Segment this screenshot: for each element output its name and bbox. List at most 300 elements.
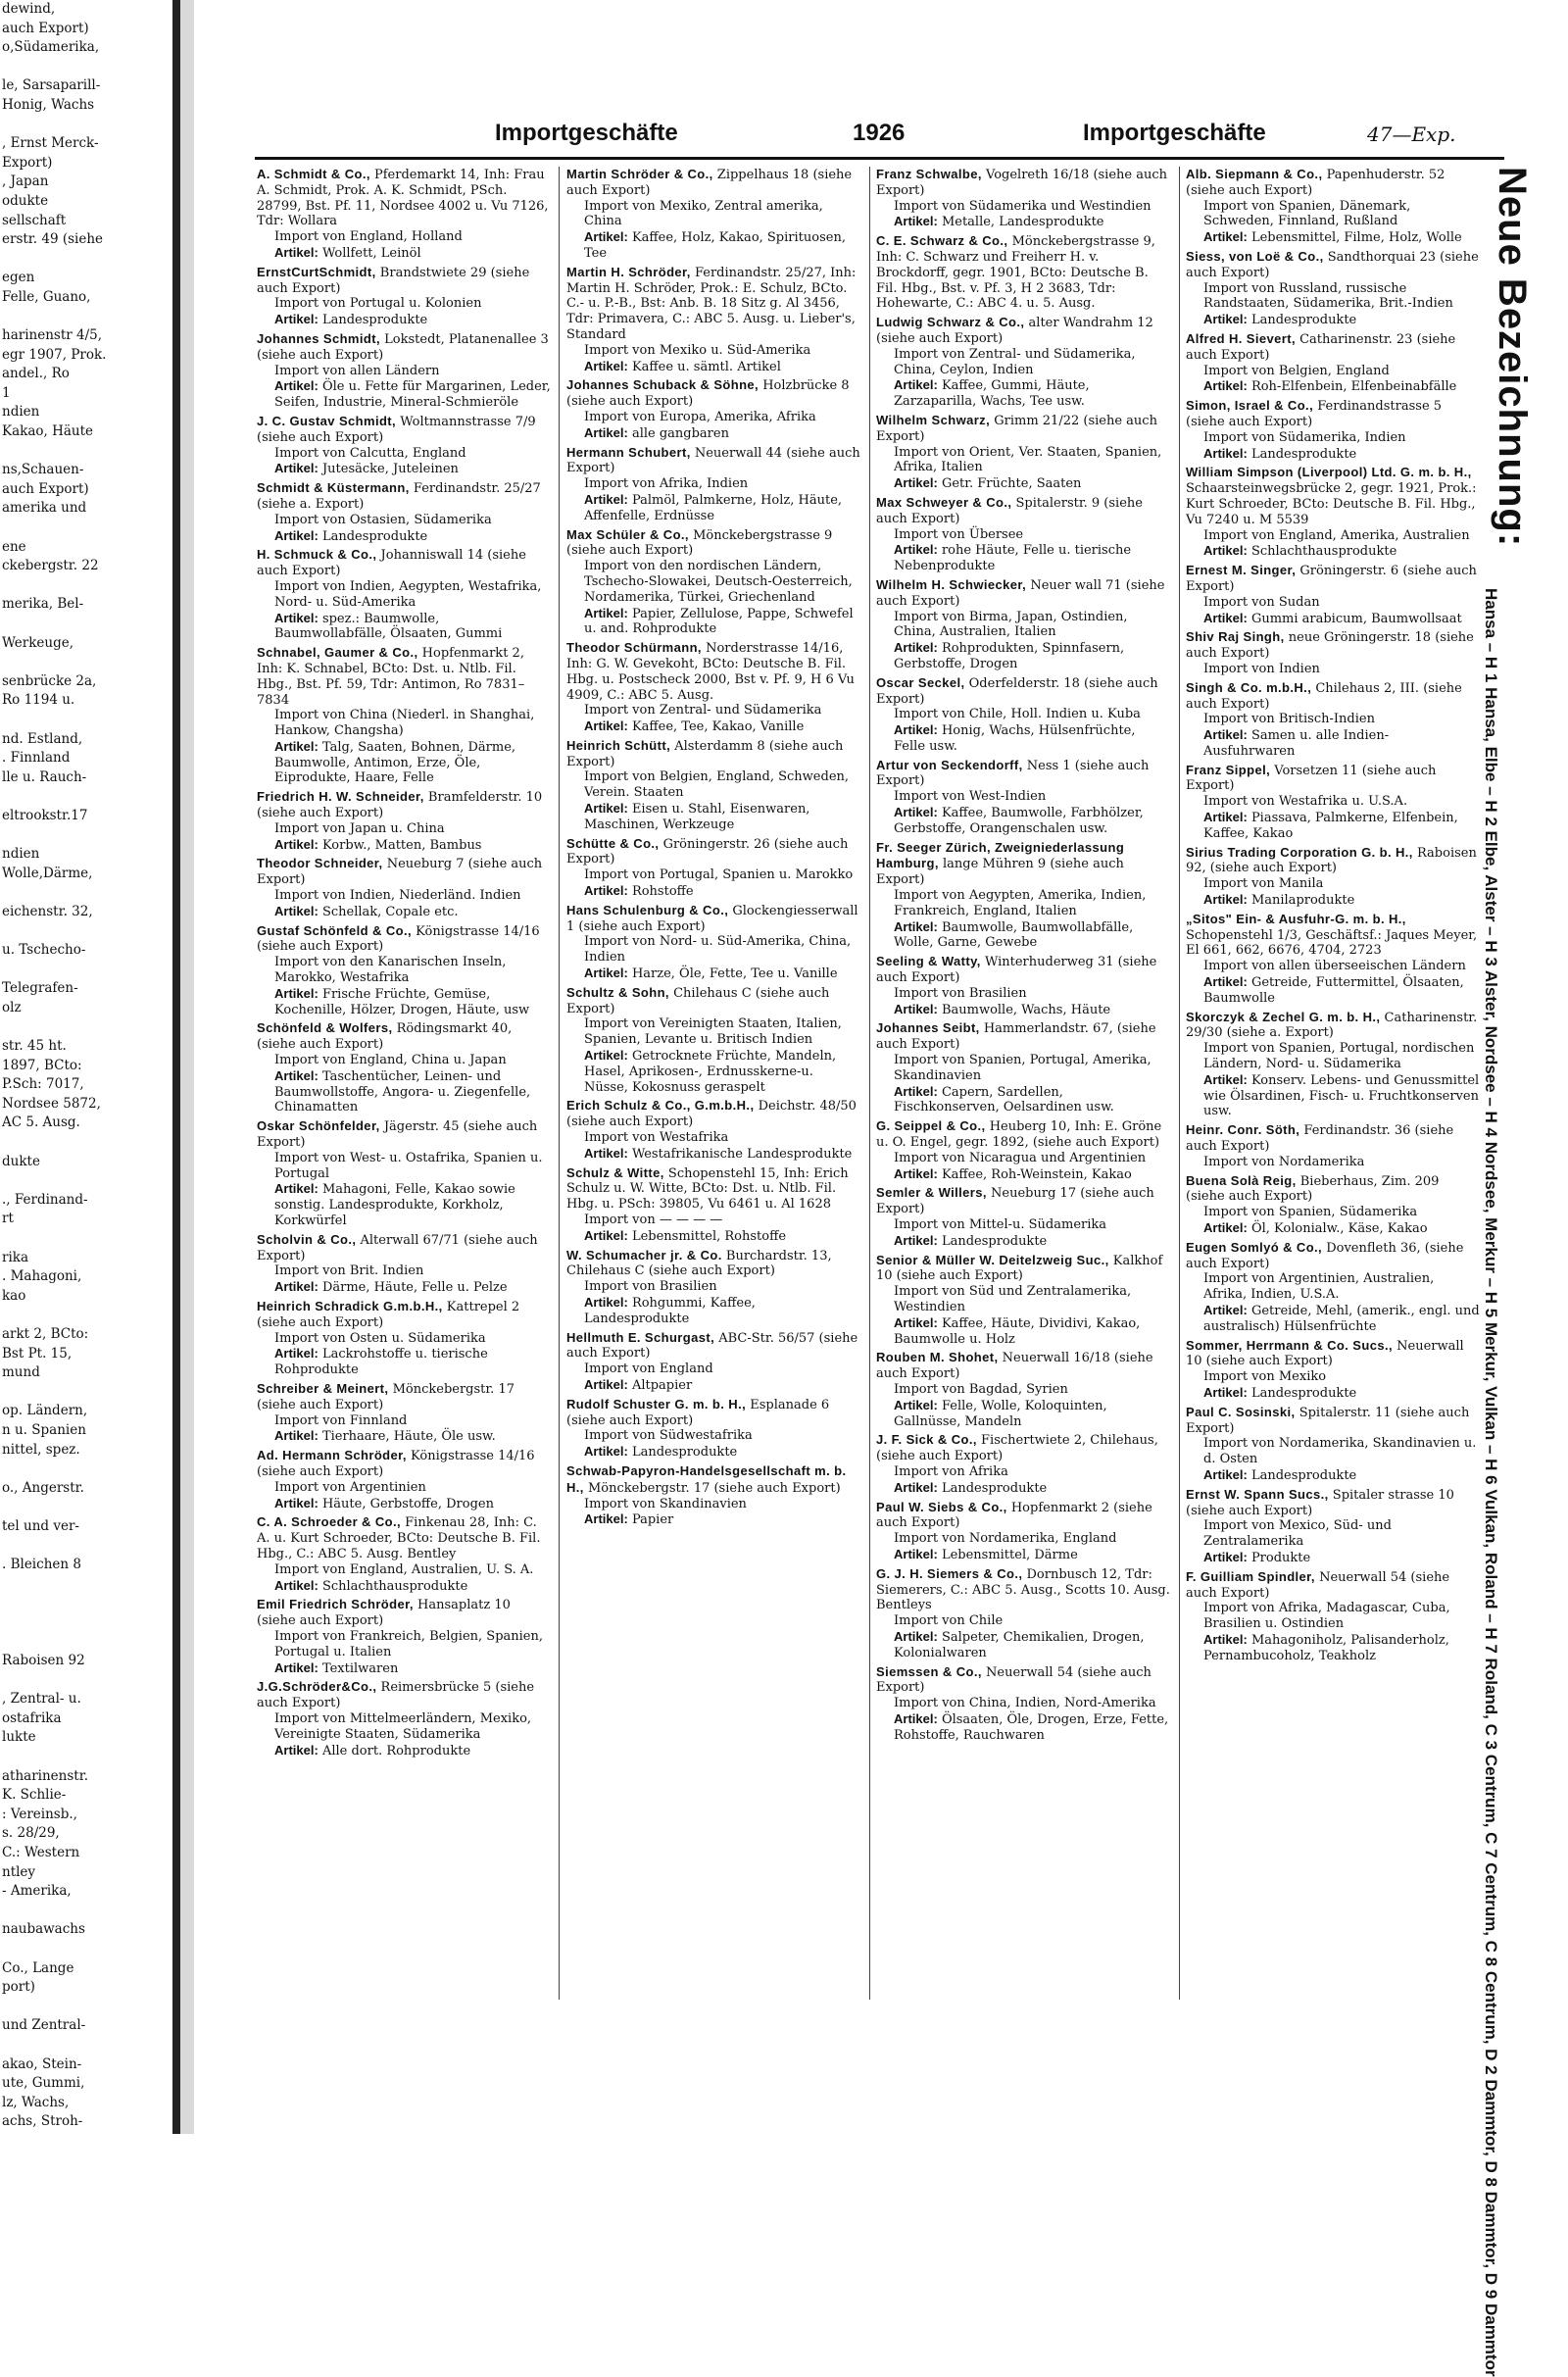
article-label: Artikel: xyxy=(894,1546,938,1561)
fragment-line xyxy=(0,1594,174,1613)
fragment-line: Export) xyxy=(2,154,53,171)
fragment-line: , Japan xyxy=(2,173,49,190)
import-line: Import von Skandinavien xyxy=(584,1496,747,1511)
article-text: Landesprodukte xyxy=(631,1445,738,1461)
entry-heading xyxy=(257,414,551,446)
company-entry xyxy=(876,675,1170,755)
fragment-line: . Mahagoni, xyxy=(2,1268,82,1285)
fragment-line xyxy=(0,1171,174,1191)
company-name: G. J. H. Siemers & Co., xyxy=(876,1565,1023,1581)
import-line: Import von England xyxy=(584,1362,713,1377)
import-line: Import von Zentral- und Südamerika, China, Ceylon, Indien xyxy=(894,346,1136,377)
article-line xyxy=(876,805,1170,837)
fragment-line: lle u. Rauch- xyxy=(2,768,87,785)
fragment-line: ndien xyxy=(2,846,40,863)
entry-heading xyxy=(876,1350,1170,1382)
import-line: Import von Mexico, Süd- und Zentralamerika xyxy=(1203,1518,1392,1550)
company-address: Mönckebergstrasse 9, Inh: C. Schwarz und Freiherr H. v. Brockdorff, gegr. 1901, BCto: Deutsche B. Fil. Hbg., Bst. v. Pf. 3, H 2 3683, Tdr: Hohewarte, C.: ABC 4. u. 5. Ausg. xyxy=(876,234,1155,312)
article-text: Landesprodukte xyxy=(1250,1385,1357,1401)
entry-heading xyxy=(876,675,1170,708)
company-entry xyxy=(1186,331,1480,395)
fragment-line: mund xyxy=(2,1364,40,1381)
fragment-line xyxy=(0,883,174,903)
company-address: Dornbusch 12, Tdr: Siemerers, C.: ABC 5. Ausg., Scotts 10. Ausg. Bentleys xyxy=(876,1566,1170,1613)
import-line: Import von Portugal u. Kolonien xyxy=(274,296,482,312)
company-entry xyxy=(1186,1010,1480,1120)
header-right-title: Importgeschäfte xyxy=(1083,120,1266,146)
article-text: Baumwolle, Baumwollabfälle, Wolle, Garne, Gewebe xyxy=(894,919,1134,951)
fragment-line xyxy=(0,1460,174,1479)
company-entry xyxy=(257,1597,551,1676)
import-line: Import von Ostasien, Südamerika xyxy=(274,512,492,527)
company-name: William Simpson (Liverpool) Ltd. G. m. b. H., xyxy=(1186,465,1472,480)
company-entry xyxy=(566,1463,860,1528)
fragment-line xyxy=(0,1133,174,1153)
company-address: Oderfelderstr. 18 (siehe auch Export) xyxy=(876,675,1158,707)
company-name: Max Schüler & Co., xyxy=(566,526,689,542)
import-line: Import von England, China u. Japan xyxy=(274,1053,507,1068)
article-label: Artikel: xyxy=(894,1165,938,1181)
article-text: Papier, Zellulose, Pappe, Schwefel u. and. Rohprodukte xyxy=(584,606,854,637)
header-year: 1926 xyxy=(853,120,906,146)
article-text: Getrocknete Früchte, Mandeln, Hasel, Aprikosen-, Erdnusskerne-u. Nüsse, Kokosnuss geraspelt xyxy=(584,1049,837,1095)
company-name: H. Schmuck & Co., xyxy=(257,547,377,563)
fragment-line: auch Export) xyxy=(2,480,89,497)
entry-heading xyxy=(1186,1405,1480,1437)
article-label: Artikel: xyxy=(584,1048,628,1064)
company-address: Spitalerstr. 9 (siehe auch Export) xyxy=(876,495,1143,526)
article-label: Artikel: xyxy=(894,214,938,229)
article-line xyxy=(1186,1220,1480,1237)
article-label: Artikel: xyxy=(274,610,318,625)
import-line: Import von China (Niederl. in Shanghai, Hankow, Changsha) xyxy=(274,708,535,739)
company-name: Johannes Schuback & Söhne, xyxy=(566,377,760,393)
company-name: C. A. Schroeder & Co., xyxy=(257,1514,402,1530)
company-name: Siemssen & Co., xyxy=(876,1663,982,1679)
article-label: Artikel: xyxy=(1203,312,1248,327)
article-text: Wollfett, Leinöl xyxy=(321,245,421,261)
article-text: Lebensmittel, Därme xyxy=(941,1547,1078,1562)
company-name: Fr. Seeger Zürich, Zweigniederlassung Hamburg, xyxy=(876,839,1125,871)
import-line: Import von Westafrika u. U.S.A. xyxy=(1203,794,1408,810)
fragment-line: andel., Ro xyxy=(2,366,70,382)
fragment-line: op. Ländern, xyxy=(2,1403,88,1419)
article-text: Landesprodukte xyxy=(941,1233,1048,1249)
article-line xyxy=(566,492,860,524)
company-entry xyxy=(257,923,551,1018)
article-label: Artikel: xyxy=(274,1577,318,1593)
article-label: Artikel: xyxy=(584,1376,628,1392)
entry-heading xyxy=(257,1299,551,1331)
article-label: Artikel: xyxy=(894,1001,938,1016)
company-entry xyxy=(257,1381,551,1445)
entry-heading xyxy=(566,1248,860,1280)
article-text: Getreide, Futtermittel, Ölsaaten, Baumwolle xyxy=(1203,975,1464,1006)
import-line: Import von Manila xyxy=(1203,876,1324,892)
fragment-line: s. 28/29, xyxy=(2,1825,60,1842)
fragment-line xyxy=(0,711,174,730)
article-text: Lebensmittel, Filme, Holz, Wolle xyxy=(1250,230,1462,246)
company-entry xyxy=(1186,1405,1480,1484)
fragment-line: rt xyxy=(2,1211,14,1227)
article-line xyxy=(876,475,1170,492)
article-text: alle gangbaren xyxy=(631,425,729,441)
entry-heading xyxy=(257,1118,551,1151)
entry-heading xyxy=(257,167,551,229)
article-text: Kaffee, Tee, Kakao, Vanille xyxy=(631,719,805,735)
article-text: Altpapier xyxy=(631,1377,693,1393)
company-address: Chilehaus C (siehe auch Export) xyxy=(566,985,830,1016)
article-label: Artikel: xyxy=(274,527,318,543)
company-entry xyxy=(257,1020,551,1115)
article-line xyxy=(1186,543,1480,560)
company-name: ErnstCurtSchmidt, xyxy=(257,264,376,279)
article-text: Harze, Öle, Fette, Tee u. Vanille xyxy=(631,966,838,982)
column-3 xyxy=(876,167,1170,2029)
import-line: Import von allen Ländern xyxy=(274,363,440,378)
import-line: Import von allen überseeischen Ländern xyxy=(1203,959,1466,974)
company-name: Gustaf Schönfeld & Co., xyxy=(257,922,412,938)
company-name: Singh & Co. m.b.H., xyxy=(1186,679,1312,695)
fragment-line xyxy=(0,1575,174,1595)
article-text: Piassava, Palmkerne, Elfenbein, Kaffee, Kakao xyxy=(1203,811,1458,841)
company-entry xyxy=(257,480,551,544)
company-name: Alfred H. Sievert, xyxy=(1186,330,1296,346)
fragment-line: egr 1907, Prok. xyxy=(2,346,107,363)
company-address: ABC-Str. 56/57 (siehe auch Export) xyxy=(566,1330,858,1362)
fragment-line: o., Angerstr. xyxy=(2,1479,84,1496)
article-text: Mahagoniholz, Palisanderholz, Pernambucoholz, Teakholz xyxy=(1203,1632,1449,1663)
company-name: Schwab-Papyron-Handelsgesellschaft m. b. H., xyxy=(566,1462,847,1495)
company-name: Senior & Müller W. Deitelzweig Suc., xyxy=(876,1252,1109,1267)
article-line xyxy=(566,1048,860,1095)
company-address: Kattrepel 2 (siehe auch Export) xyxy=(257,1299,520,1330)
company-entry xyxy=(1186,465,1480,560)
company-address: Sandthorquai 23 (siehe auch Export) xyxy=(1186,249,1479,280)
article-label: Artikel: xyxy=(274,836,318,852)
article-line xyxy=(257,1181,551,1228)
fragment-line xyxy=(0,1306,174,1325)
fragment-line: Ro 1194 u. xyxy=(2,692,75,709)
company-entry xyxy=(1186,1487,1480,1566)
company-address: alter Wandrahm 12 (siehe auch Export) xyxy=(876,316,1153,346)
company-name: Siess, von Loë & Co., xyxy=(1186,248,1324,264)
import-line: Import von Belgien, England xyxy=(1203,363,1390,378)
article-line xyxy=(876,214,1170,230)
fragment-line: lz, Wachs, xyxy=(2,2094,70,2110)
article-text: Tierhaare, Häute, Öle usw. xyxy=(321,1429,496,1445)
previous-page-fragment xyxy=(0,0,174,2134)
company-address: Johanniswall 14 (siehe auch Export) xyxy=(257,548,526,579)
company-address: Winterhuderweg 31 (siehe auch Export) xyxy=(876,955,1157,986)
import-line: Import von Argentinien xyxy=(274,1479,426,1495)
entry-heading xyxy=(1186,1487,1480,1519)
company-entry xyxy=(1186,1338,1480,1402)
article-line xyxy=(876,640,1170,672)
entry-heading xyxy=(876,758,1170,790)
company-entry xyxy=(257,856,551,919)
company-name: Ernst W. Spann Sucs., xyxy=(1186,1486,1329,1502)
company-address: Esplanade 6 (siehe auch Export) xyxy=(566,1397,830,1428)
article-text: Lackrohstoffe u. tierische Rohprodukte xyxy=(274,1347,488,1378)
article-text: Mahagoni, Felle, Kakao sowie sonstig. Landesprodukte, Korkholz, Korkwürfel xyxy=(274,1182,515,1228)
entry-heading xyxy=(876,1664,1170,1697)
column-2 xyxy=(566,167,860,2029)
fragment-line: Telegrafen- xyxy=(2,980,78,997)
company-entry xyxy=(257,547,551,642)
company-entry xyxy=(566,836,860,900)
fragment-line: sellschaft xyxy=(2,212,67,228)
import-line: Import von Spanien, Dänemark, Schweden, Finnland, Rußland xyxy=(1203,198,1411,229)
company-address: Lokstedt, Platanenallee 3 (siehe auch Export) xyxy=(257,331,549,363)
fragment-line: auch Export) xyxy=(2,20,89,36)
import-line: Import von Nord- u. Süd-Amerika, China, Indien xyxy=(584,934,852,966)
fragment-line xyxy=(0,1017,174,1037)
company-entry xyxy=(1186,1569,1480,1664)
article-text: Samen u. alle Indien-Ausfuhrwaren xyxy=(1203,728,1390,759)
import-line: Import von Japan u. China xyxy=(274,820,445,836)
article-text: Lebensmittel, Rohstoffe xyxy=(631,1228,787,1244)
company-address: Neueburg 17 (siehe auch Export) xyxy=(876,1186,1154,1217)
article-text: Därme, Häute, Felle u. Pelze xyxy=(321,1280,508,1296)
import-line: Import von Nicaragua und Argentinien xyxy=(894,1150,1147,1165)
article-text: Taschentücher, Leinen- und Baumwollstoffe, Angora- u. Ziegenfelle, Chinamatten xyxy=(274,1068,531,1115)
import-line: Import von Orient, Ver. Staaten, Spanien, Afrika, Italien xyxy=(894,444,1162,475)
import-line: Import von England, Australien, U. S. A. xyxy=(274,1561,534,1577)
entry-heading xyxy=(566,527,860,560)
import-line: Import von Indien, Niederländ. Indien xyxy=(274,888,521,904)
company-address: lange Mühren 9 (siehe auch Export) xyxy=(876,857,1124,888)
company-entry xyxy=(1186,249,1480,328)
fragment-line: tel und ver- xyxy=(2,1517,79,1534)
company-name: Buena Solà Reig, xyxy=(1186,1172,1297,1188)
company-name: Simon, Israel & Co., xyxy=(1186,398,1314,414)
entry-heading xyxy=(257,856,551,888)
article-line xyxy=(1186,974,1480,1007)
article-text: Landesprodukte xyxy=(941,1480,1048,1496)
company-entry xyxy=(257,331,551,411)
article-line xyxy=(876,1315,1170,1348)
company-address: Brandstwiete 29 (siehe auch Export) xyxy=(257,265,530,296)
article-line xyxy=(566,359,860,375)
import-line: Import von Spanien, Portugal, Amerika, Skandinavien xyxy=(894,1053,1152,1083)
article-label: Artikel: xyxy=(274,1279,318,1295)
company-name: Johannes Seibt, xyxy=(876,1020,980,1036)
company-entry xyxy=(257,414,551,477)
fragment-line: le, Sarsaparill- xyxy=(2,77,101,94)
article-label: Artikel: xyxy=(1203,610,1248,625)
entry-heading xyxy=(1186,465,1480,527)
fragment-line: Nordsee 5872, xyxy=(2,1095,101,1112)
import-line: Import von Spanien, Südamerika xyxy=(1203,1205,1418,1220)
company-address: Gröningerstr. 6 (siehe auch Export) xyxy=(1186,564,1477,594)
company-address: Deichstr. 48/50 (siehe auch Export) xyxy=(566,1099,857,1130)
company-name: Artur von Seckendorff, xyxy=(876,757,1023,772)
company-address: Königstrasse 14/16 (siehe auch Export) xyxy=(257,923,540,955)
article-label: Artikel: xyxy=(894,918,938,934)
fragment-line: n u. Spanien xyxy=(2,1421,86,1438)
fragment-line xyxy=(0,308,174,327)
company-name: Schönfeld & Wolfers, xyxy=(257,1020,393,1036)
article-label: Artikel: xyxy=(274,1428,318,1444)
company-entry xyxy=(876,413,1170,492)
entry-heading xyxy=(257,480,551,513)
article-text: Häute, Gerbstoffe, Drogen xyxy=(321,1496,494,1511)
article-line xyxy=(257,1578,551,1595)
import-line: Import von Nordamerika, Skandinavien u. d. Osten xyxy=(1203,1436,1477,1467)
import-line: Import von Brit. Indien xyxy=(274,1263,424,1279)
fragment-line: naubawachs xyxy=(2,1921,85,1938)
article-line xyxy=(876,1166,1170,1183)
article-line xyxy=(566,883,860,900)
article-label: Artikel: xyxy=(894,722,938,738)
article-line xyxy=(876,1398,1170,1430)
import-line: Import von Afrika, Indien xyxy=(584,476,749,492)
article-text: Kaffee, Baumwolle, Farbhölzer, Gerbstoffe, Orangenschalen usw. xyxy=(894,806,1144,836)
company-entry xyxy=(876,954,1170,1017)
company-address: Rödingsmarkt 40, (siehe auch Export) xyxy=(257,1021,513,1053)
article-label: Artikel: xyxy=(584,1444,628,1460)
fragment-line: amerika und xyxy=(2,500,87,517)
company-address: Heuberg 10, Inh: E. Gröne u. O. Engel, gegr. 1892, (siehe auch Export) xyxy=(876,1119,1162,1151)
article-line xyxy=(566,425,860,442)
company-address: Jägerstr. 45 (siehe auch Export) xyxy=(257,1119,538,1151)
article-label: Artikel: xyxy=(894,542,938,558)
fragment-line: o,Südamerika, xyxy=(2,39,100,56)
import-line: Import von Sudan xyxy=(1203,594,1320,610)
fragment-line: C.: Western xyxy=(2,1845,80,1860)
entry-heading xyxy=(1186,912,1480,959)
fragment-line: harinenstr 4/5, xyxy=(2,327,103,344)
company-entry xyxy=(1186,763,1480,842)
fragment-line: : Vereinsb., xyxy=(2,1806,77,1822)
article-text: Jutesäcke, Juteleinen xyxy=(321,462,459,477)
article-label: Artikel: xyxy=(1203,1631,1248,1647)
company-entry xyxy=(1186,629,1480,676)
article-text: Roh-Elfenbein, Elfenbeinabfälle xyxy=(1250,379,1457,395)
entry-heading xyxy=(1186,629,1480,662)
company-name: Franz Schwalbe, xyxy=(876,167,982,181)
import-line: Import von Westafrika xyxy=(584,1130,729,1146)
company-name: Johannes Schmidt, xyxy=(257,330,380,346)
entry-heading xyxy=(1186,1010,1480,1042)
company-address: Kalkhof 10 (siehe auch Export) xyxy=(876,1253,1163,1284)
article-line xyxy=(1186,229,1480,246)
company-entry xyxy=(876,1118,1170,1182)
company-entry xyxy=(1186,912,1480,1007)
company-name: Wilhelm H. Schwiecker, xyxy=(876,576,1027,592)
company-entry xyxy=(876,1566,1170,1661)
column-separator xyxy=(559,167,560,2000)
article-text: Felle, Wolle, Koloquinten, Gallnüsse, Mandeln xyxy=(894,1398,1107,1429)
article-label: Artikel: xyxy=(274,378,318,394)
import-line: Import von Mexiko u. Süd-Amerika xyxy=(584,342,811,358)
fragment-line xyxy=(0,58,174,77)
company-address: Zippelhaus 18 (siehe auch Export) xyxy=(566,168,853,198)
article-text: Landesprodukte xyxy=(1250,313,1357,328)
fragment-line: atharinenstr. xyxy=(2,1767,88,1784)
article-line xyxy=(1186,446,1480,463)
fragment-line: dewind, xyxy=(2,1,56,17)
company-entry xyxy=(566,377,860,441)
company-entry xyxy=(257,1448,551,1511)
article-line xyxy=(876,542,1170,574)
fragment-line xyxy=(0,787,174,807)
article-text: Papier xyxy=(631,1512,674,1528)
entry-heading xyxy=(566,903,860,935)
article-text: Landesprodukte xyxy=(1250,1467,1357,1483)
article-label: Artikel: xyxy=(894,1314,938,1330)
company-entry xyxy=(566,1165,860,1245)
article-label: Artikel: xyxy=(1203,892,1248,908)
company-address: Pferdemarkt 14, Inh: Frau A. Schmidt, Prok. A. K. Schmidt, PSch. 28799, Bst. Pf. 11, Nordsee 4002 u. Vu 7126, Tdr: Wollara xyxy=(257,168,549,229)
article-text: rohe Häute, Felle u. tierische Nebenprodukte xyxy=(894,543,1132,574)
entry-heading xyxy=(876,840,1170,888)
article-label: Artikel: xyxy=(584,966,628,981)
company-address: Fischertwiete 2, Chilehaus, (siehe auch Export) xyxy=(876,1433,1158,1464)
article-line xyxy=(566,229,860,262)
fragment-line: ute, Gummi, xyxy=(2,2075,85,2092)
entry-heading xyxy=(1186,331,1480,364)
fragment-line xyxy=(0,1748,174,1767)
article-label: Artikel: xyxy=(584,1294,628,1310)
company-address: Papenhuderstr. 52 (siehe auch Export) xyxy=(1186,168,1446,198)
article-label: Artikel: xyxy=(584,491,628,507)
company-name: Shiv Raj Singh, xyxy=(1186,629,1285,645)
article-line xyxy=(566,718,860,735)
company-address: Ness 1 (siehe auch Export) xyxy=(876,758,1150,789)
entry-heading xyxy=(257,1020,551,1053)
article-line xyxy=(876,1629,1170,1661)
article-text: Rohstoffe xyxy=(631,884,694,900)
article-line xyxy=(257,1428,551,1445)
entry-heading xyxy=(566,738,860,770)
article-label: Artikel: xyxy=(894,1710,938,1726)
article-label: Artikel: xyxy=(894,1083,938,1099)
company-name: Schultz & Sohn, xyxy=(566,984,669,1000)
article-label: Artikel: xyxy=(274,1495,318,1510)
company-entry xyxy=(876,233,1170,312)
page-header xyxy=(196,120,1548,153)
fragment-line: erstr. 49 (siehe xyxy=(2,231,104,248)
article-label: Artikel: xyxy=(584,1227,628,1243)
article-line xyxy=(1186,1467,1480,1484)
fragment-line xyxy=(0,653,174,672)
entry-heading xyxy=(1186,167,1480,199)
article-label: Artikel: xyxy=(894,1397,938,1412)
import-line: Import von Spanien, Portugal, nordischen Ländern, Nord- u. Südamerika xyxy=(1203,1041,1475,1072)
article-text: Westafrikanische Landesprodukte xyxy=(631,1146,853,1162)
company-address: Vogelreth 16/18 (siehe auch Export) xyxy=(876,168,1168,198)
entry-heading xyxy=(257,1448,551,1480)
article-text: Landesprodukte xyxy=(321,528,428,544)
company-entry xyxy=(1186,1122,1480,1169)
import-line: Import von West-Indien xyxy=(894,789,1047,805)
import-line: Import von Vereinigten Staaten, Italien, Spanien, Levante u. Britisch Indien xyxy=(584,1016,842,1048)
company-name: Emil Friedrich Schröder, xyxy=(257,1597,414,1612)
entry-heading xyxy=(1186,1122,1480,1155)
import-line: Import von Mexiko, Zentral amerika, China xyxy=(584,198,823,229)
fragment-line: lukte xyxy=(2,1729,36,1746)
company-address: Neueburg 7 (siehe auch Export) xyxy=(257,857,543,888)
page-gutter xyxy=(180,0,194,2134)
company-name: Martin Schröder & Co., xyxy=(566,167,713,181)
article-text: Kaffee, Häute, Dividivi, Kakao, Baumwolle u. Holz xyxy=(894,1315,1141,1347)
company-address: Raboisen 92, (siehe auch Export) xyxy=(1186,845,1477,876)
company-entry xyxy=(257,1118,551,1229)
import-line: Import von Afrika, Madagascar, Cuba, Brasilien u. Ostindien xyxy=(1203,1601,1450,1632)
company-entry xyxy=(876,758,1170,837)
